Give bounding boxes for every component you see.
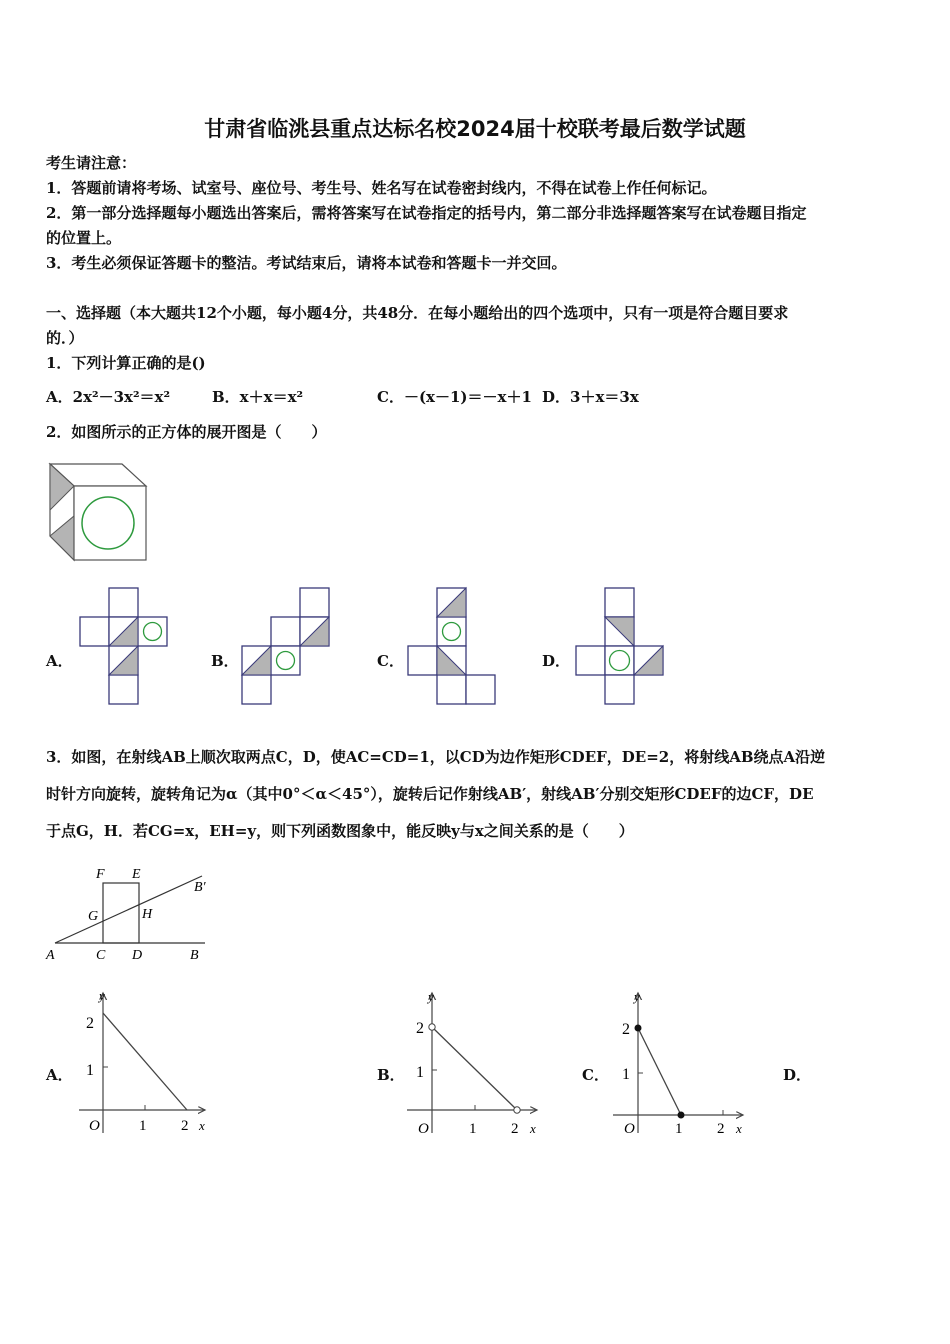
notice-item-2-cont: 的位置上。 <box>46 229 122 247</box>
q1-option-c[interactable]: C．－(x－1)＝－x＋1 <box>377 388 532 406</box>
tick-y-1: 1 <box>86 1062 94 1079</box>
label-g: G <box>88 909 99 924</box>
notice-heading: 考生请注意： <box>46 154 137 172</box>
x-axis-label: x <box>199 1118 205 1133</box>
q1-option-d[interactable]: D．3＋x＝3x <box>542 388 639 406</box>
q2-option-d-label[interactable]: D． <box>542 652 571 670</box>
q3-option-c-graph[interactable] <box>611 985 751 1137</box>
tick-y-2: 2 <box>622 1021 630 1038</box>
q3-stem-3: 于点G，H．若CG=x，EH=y，则下列函数图象中，能反映y与x之间关系的是（ ） <box>46 822 634 840</box>
q3-option-a-graph[interactable] <box>75 985 215 1137</box>
y-axis-label: y <box>428 989 434 1004</box>
notice-item-1: 1．答题前请将考场、试室号、座位号、考生号、姓名写在试卷密封线内，不得在试卷上作任何标记。 <box>46 179 717 197</box>
tick-x-1: 1 <box>675 1121 683 1137</box>
q2-option-c-net[interactable] <box>406 586 502 706</box>
origin-label: O <box>89 1118 100 1134</box>
label-a: A <box>46 948 55 963</box>
label-h: H <box>142 907 153 922</box>
label-d: D <box>132 948 143 963</box>
tick-y-1: 1 <box>622 1066 630 1083</box>
label-b-prime: B′ <box>194 880 206 895</box>
y-axis-label: y <box>99 988 105 1003</box>
tick-x-2: 2 <box>717 1121 725 1137</box>
q2-option-b-net[interactable] <box>240 586 336 706</box>
tick-x-1: 1 <box>139 1118 147 1134</box>
x-axis-label: x <box>736 1121 742 1136</box>
x-axis-label: x <box>530 1121 536 1136</box>
q3-option-c-label[interactable]: C． <box>582 1066 609 1084</box>
tick-y-2: 2 <box>86 1015 94 1032</box>
q1-option-b[interactable]: B．x＋x＝x² <box>212 388 304 406</box>
q3-option-b-graph[interactable] <box>405 985 545 1137</box>
notice-item-3: 3．考生必须保证答题卡的整洁。考试结束后，请将本试卷和答题卡一并交回。 <box>46 254 567 272</box>
q3-option-b-label[interactable]: B． <box>377 1066 405 1084</box>
q3-stem-2: 时针方向旋转，旋转角记为α（其中0°＜α＜45°），旋转后记作射线AB′，射线AB′分别交矩形CDEF的边CF，DE <box>46 785 814 803</box>
q2-option-d-net[interactable] <box>571 586 667 706</box>
tick-y-1: 1 <box>416 1064 424 1081</box>
label-f: F <box>96 867 105 882</box>
q3-stem-1: 3．如图，在射线AB上顺次取两点C，D，使AC=CD=1，以CD为边作矩形CDEF，DE=2，将射线AB绕点A沿逆 <box>46 748 826 766</box>
tick-x-1: 1 <box>469 1121 477 1137</box>
section-heading: 一、选择题（本大题共12个小题，每小题4分，共48分．在每小题给出的四个选项中，只有一项是符合题目要求 <box>46 304 789 322</box>
q1-stem: 1．下列计算正确的是() <box>46 354 206 372</box>
cube-figure <box>46 460 152 564</box>
q3-option-a-label[interactable]: A． <box>46 1066 73 1084</box>
q3-option-d-label[interactable]: D． <box>783 1066 812 1084</box>
label-e: E <box>132 867 141 882</box>
q2-option-b-label[interactable]: B． <box>211 652 239 670</box>
origin-label: O <box>418 1121 429 1137</box>
q3-geometry-figure <box>40 858 220 968</box>
q2-stem: 2．如图所示的正方体的展开图是（ ） <box>46 423 327 441</box>
page-title: 甘肃省临洮县重点达标名校2024届十校联考最后数学试题 <box>204 117 746 141</box>
tick-x-2: 2 <box>181 1118 189 1134</box>
q2-option-a-net[interactable] <box>74 586 170 706</box>
y-axis-label: y <box>634 989 640 1004</box>
label-c: C <box>96 948 106 963</box>
q1-option-a[interactable]: A．2x²－3x²＝x² <box>46 388 171 406</box>
q2-option-c-label[interactable]: C． <box>377 652 404 670</box>
tick-x-2: 2 <box>511 1121 519 1137</box>
label-b: B <box>190 948 199 963</box>
notice-item-2: 2．第一部分选择题每小题选出答案后，需将答案写在试卷指定的括号内，第二部分非选择题答案写在试卷题目指定 <box>46 204 807 222</box>
origin-label: O <box>624 1121 635 1137</box>
tick-y-2: 2 <box>416 1020 424 1037</box>
q2-option-a-label[interactable]: A． <box>46 652 73 670</box>
section-heading-cont: 的．） <box>46 329 84 347</box>
